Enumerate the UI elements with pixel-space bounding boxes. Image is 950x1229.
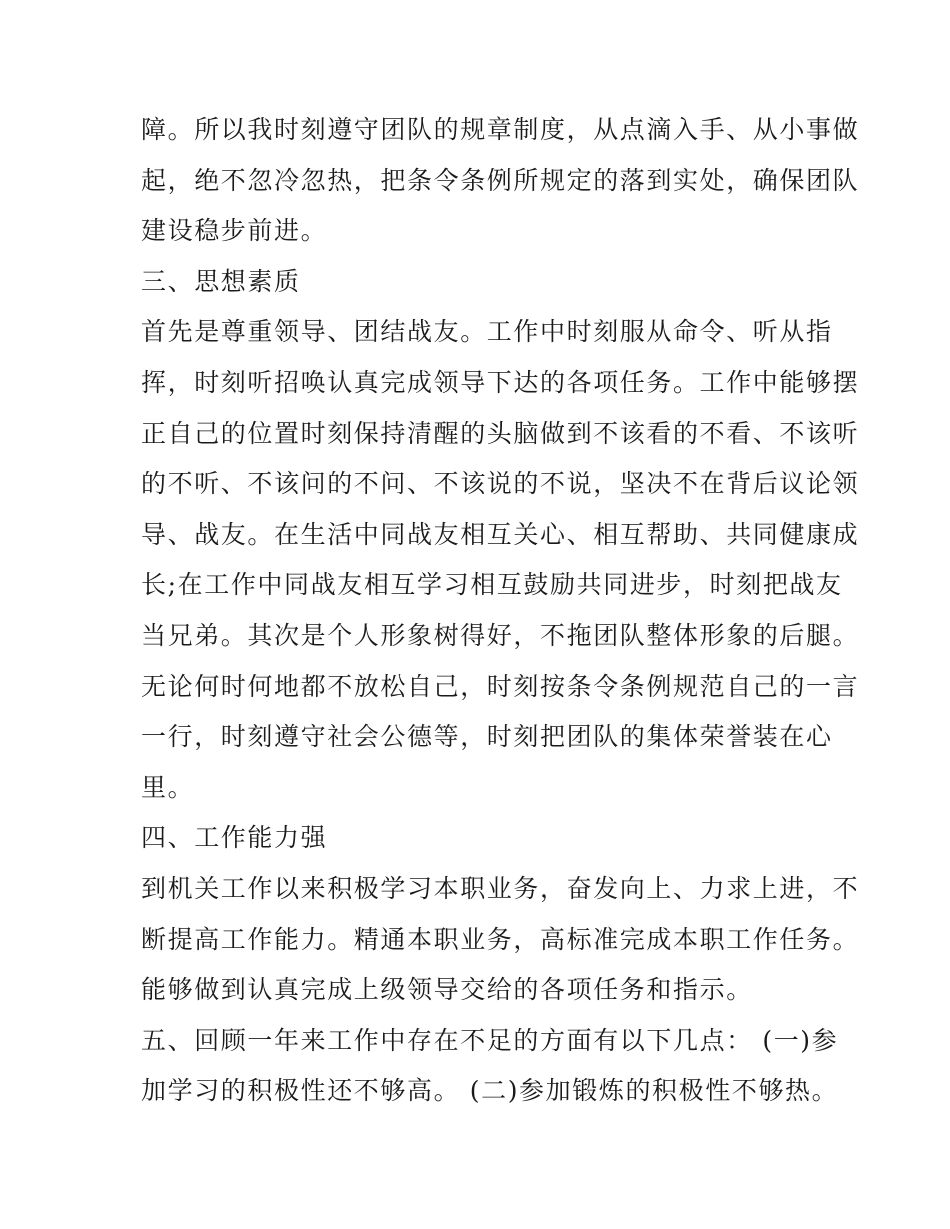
- paragraph-line: 断提高工作能力。精通本职业务，高标准完成本职工作任务。: [141, 924, 860, 954]
- paragraph-line: 当兄弟。其次是个人形象树得好，不拖团队整体形象的后腿。: [141, 620, 860, 650]
- document-body: [141, 105, 860, 1117]
- paragraph-line: 的不听、不该问的不问、不该说的不说，坚决不在背后议论领: [141, 469, 860, 499]
- paragraph-line: 加学习的积极性还不够高。 (二)参加锻炼的积极性不够热。: [141, 1076, 839, 1106]
- section-heading-thinking-quality: 三、思想素质: [141, 266, 301, 296]
- section-heading-shortcomings: 五、回顾一年来工作中存在不足的方面有以下几点： (一)参: [141, 1025, 839, 1055]
- paragraph-line: 正自己的位置时刻保持清醒的头脑做到不该看的不看、不该听: [141, 418, 860, 448]
- paragraph-line: 建设稳步前进。: [141, 216, 328, 246]
- paragraph-line: 起，绝不忽冷忽热，把条令条例所规定的落到实处，确保团队: [141, 165, 860, 195]
- paragraph-line: 导、战友。在生活中同战友相互关心、相互帮助、共同健康成: [141, 519, 860, 549]
- paragraph-line: 挥，时刻听招唤认真完成领导下达的各项任务。工作中能够摆: [141, 367, 860, 397]
- paragraph-line: 无论何时何地都不放松自己，时刻按条令条例规范自己的一言: [141, 671, 860, 701]
- paragraph-line: 到机关工作以来积极学习本职业务，奋发向上、力求上进，不: [141, 873, 860, 903]
- paragraph-line: 首先是尊重领导、团结战友。工作中时刻服从命令、听从指: [141, 317, 833, 347]
- section-heading-work-ability: 四、工作能力强: [141, 823, 328, 853]
- paragraph-line: 长;在工作中同战友相互学习相互鼓励共同进步，时刻把战友: [141, 570, 843, 600]
- paragraph-line: 里。: [141, 772, 195, 802]
- paragraph-line: 一行，时刻遵守社会公德等，时刻把团队的集体荣誉装在心: [141, 722, 833, 752]
- paragraph-line: 能够做到认真完成上级领导交给的各项任务和指示。: [141, 975, 753, 1005]
- paragraph-line: 障。所以我时刻遵守团队的规章制度，从点滴入手、从小事做: [141, 115, 860, 144]
